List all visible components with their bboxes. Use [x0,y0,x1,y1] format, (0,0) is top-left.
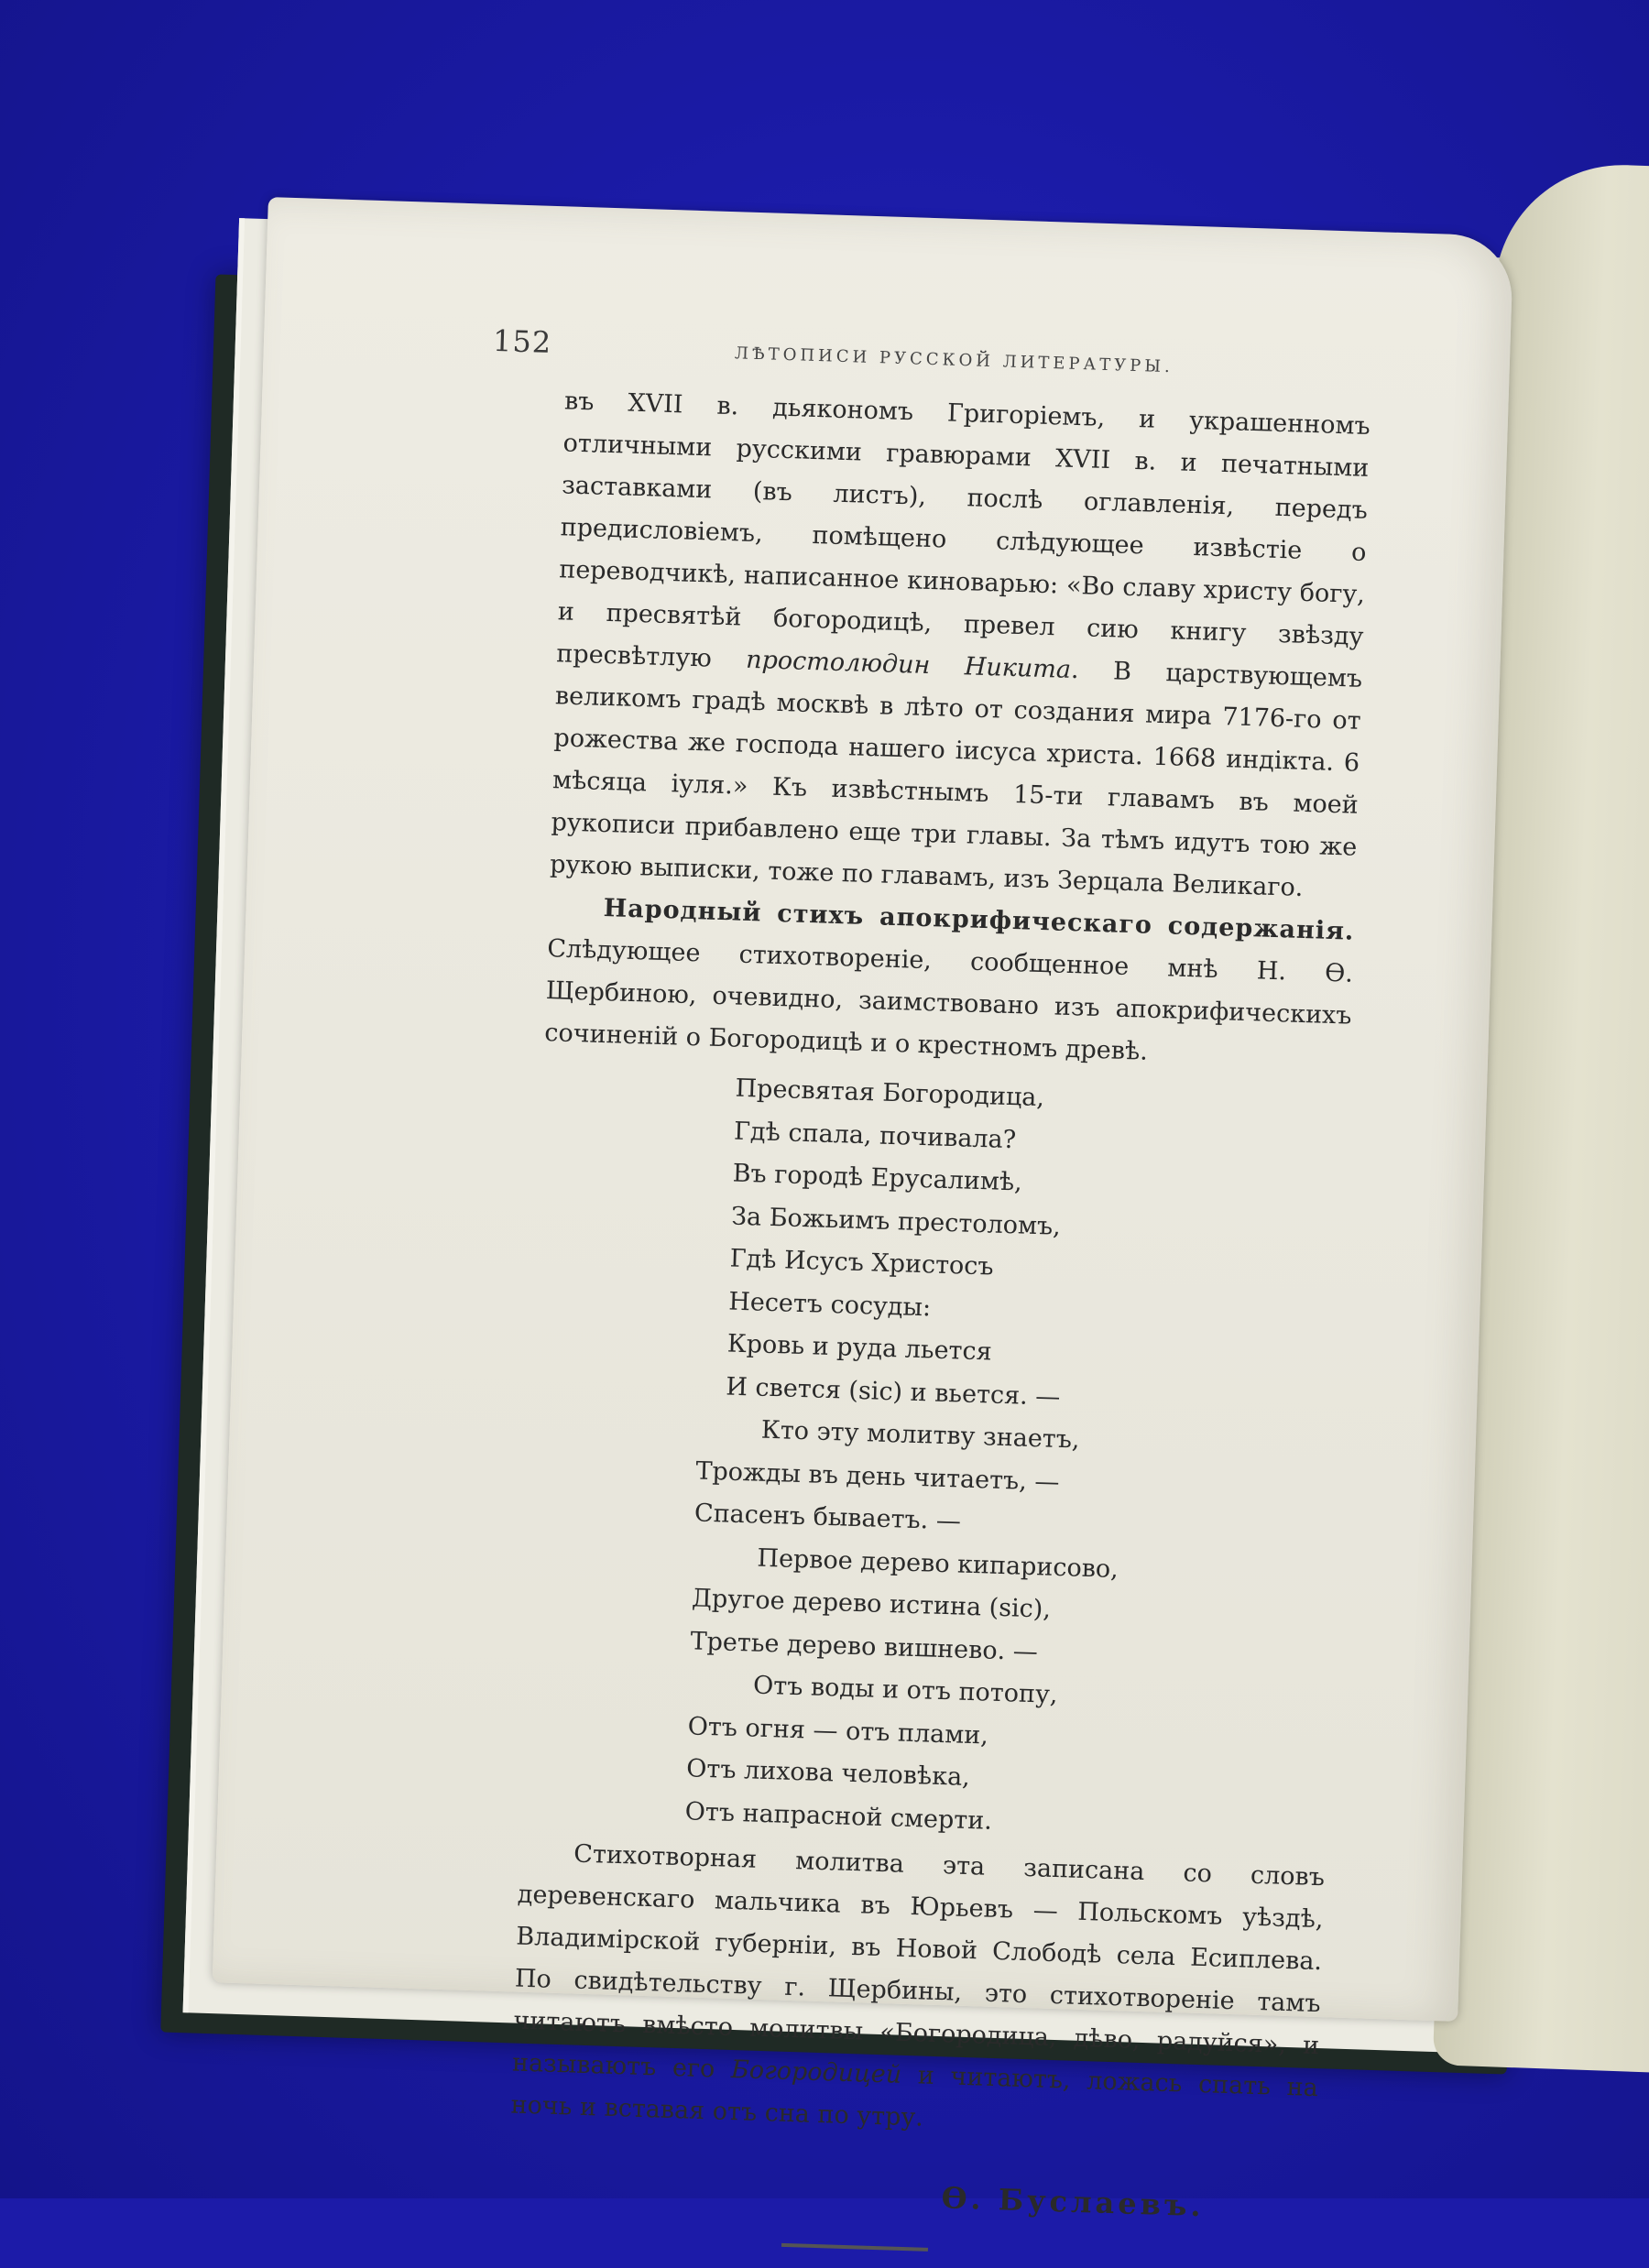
poem-line: Кровь и руда льется [726,1329,993,1367]
paragraph-recording-note-italic: Богородицей [730,2055,902,2089]
paragraph-manuscript-text: въ XVII в. дьякономъ Григоріемъ, и украшенномъ отличными русскими гравюрами XVII в. и печатными заставками (въ листъ), послѣ оглавленія, передъ предисловіемъ, помѣщено слѣдующее извѣстіе о переводчикѣ, написанное киноварью: «Во славу христу богу, и пресвятѣй богородицѣ, превел сию книгу звѣзду пресвѣтлую [555,387,1371,674]
poem-line: Отъ напрасной смерти. [684,1796,993,1836]
poem-line: Гдѣ Исусъ Христосъ [729,1244,995,1281]
poem-line: Отъ воды и отъ потопу, [752,1671,1058,1709]
poem-line: Отъ огня — отъ плами, [687,1711,989,1750]
paragraph-manuscript [549,380,1371,910]
closing-rule [781,2243,928,2252]
poem-line: И свется (sic) и вьется. — [725,1371,1061,1412]
poem-line: Отъ лихова человѣка, [685,1754,971,1793]
page-text [492,322,1372,2263]
poem-line: Спасенъ бываетъ. — [693,1499,962,1536]
poem-line: Несетъ сосуды: [727,1287,932,1322]
book-page [213,197,1514,2224]
paragraph-recording-note-text: Стихотворная молитва эта записана со словъ деревенскаго мальчика въ Юрьевъ — Польскомъ уѣздѣ, Владимірской губерніи, въ Новой Слободѣ села Есиплева. По свидѣтельству г. Щербины, это стихотвореніе тамъ читаютъ вмѣсто молитвы «Богородица, дѣво, радуйся», и называютъ его [511,1839,1326,2084]
section-heading: Народный стихъ апокрифическаго содержанія. [603,894,1355,946]
page-number: 152 [492,322,552,360]
poem-line: Третье дерево вишнево. — [690,1626,1039,1666]
poem-line: Трожды въ день читаетъ, — [695,1456,1060,1497]
poem-line: Въ городѣ Ерусалимѣ, [732,1159,1023,1197]
poem-line: Пресвятая Богородица, [735,1074,1045,1113]
poem-line: Гдѣ спала, почивала? [733,1117,1017,1154]
poem-line: Другое дерево истина (sic), [691,1584,1052,1624]
poem-line: Первое дерево кипарисово, [757,1543,1119,1584]
paragraph-recording-note-tail: и читаютъ, ложась спать на ночь и вставая отъ сна по утру. [510,2060,1319,2132]
paragraph-folk-verse-text: Слѣдующее стихотвореніе, сообщенное мнѣ Н. Ѳ. Щербиною, очевидно, заимствовано изъ апокрифическихъ сочиненій о Богородицѣ и о крестномъ древѣ. [543,934,1354,1066]
author-signature: Ѳ. Буслаевъ. [941,2180,1206,2224]
poem-line: За Божьимъ престоломъ, [730,1202,1062,1241]
page-header [493,323,1392,387]
poem [684,1068,1349,1854]
poem-line: Кто эту молитву знаетъ, [760,1415,1080,1455]
paragraph-folk-verse [544,886,1355,1080]
paragraph-recording-note [510,1832,1326,2152]
paragraph-manuscript-italic: простолюдин Никита [745,645,1072,684]
running-head: ЛѢТОПИСИ РУССКОЙ ЛИТЕРАТУРЫ. [734,343,1174,377]
paragraph-manuscript-tail: . В царствующемъ великомъ градѣ москвѣ в лѣто от создания мира 7176-го от рожества же господа нашего іисуса христа. 1668 индікта. 6 мѣсяца іуля.» Къ извѣстнымъ 15-ти главамъ въ моей рукописи прибавлено еще три главы. За тѣмъ идутъ тою же рукою выписки, тоже по главамъ, изъ Зерцала Великаго. [549,655,1363,902]
